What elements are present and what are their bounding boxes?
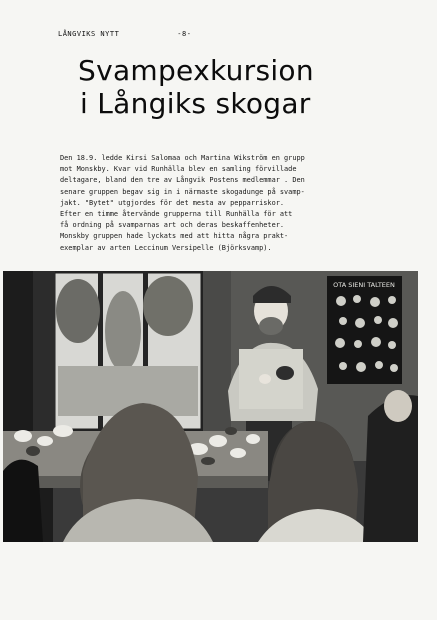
body-line: Den 18.9. ledde Kirsi Salomaa och Martina Wikström en grupp [60, 154, 305, 162]
article-title [78, 54, 378, 120]
body-line: Efter en timme återvände grupperna till Runhälla för att [60, 210, 293, 219]
title-line-1: Svampexkursion [78, 54, 314, 87]
article-body [60, 153, 396, 254]
body-line: få ordning på svamparnas art och deras beskaffenheter. [60, 221, 285, 230]
body-line: exemplar av arten Leccinum Versipelle (Björksvamp). [60, 243, 272, 252]
body-line: senare gruppen begav sig in i närmaste skogadunge på svamp- [60, 187, 305, 196]
photo-illustration [3, 271, 418, 542]
body-line: jakt. "Bytet" utgjordes för det mesta av pepparriskor. [60, 198, 285, 207]
body-line: deltagare, bland den tre av Långvik Postens medlemmar . Den [60, 176, 305, 185]
page-header [58, 30, 397, 38]
title-line-2: i Långiks skogar [80, 87, 311, 120]
page-number: -8- [177, 30, 192, 38]
body-line: mot Monskby. Kvar vid Runhälla blev en samling förvillade [60, 165, 297, 174]
publication-name: LÅNGVIKS NYTT [58, 30, 120, 38]
article-photo [3, 271, 418, 542]
body-line: Monskby gruppen hade lyckats med att hitta några prakt- [60, 232, 289, 241]
poster-caption: OTA SIENI TALTEEN [333, 281, 395, 289]
